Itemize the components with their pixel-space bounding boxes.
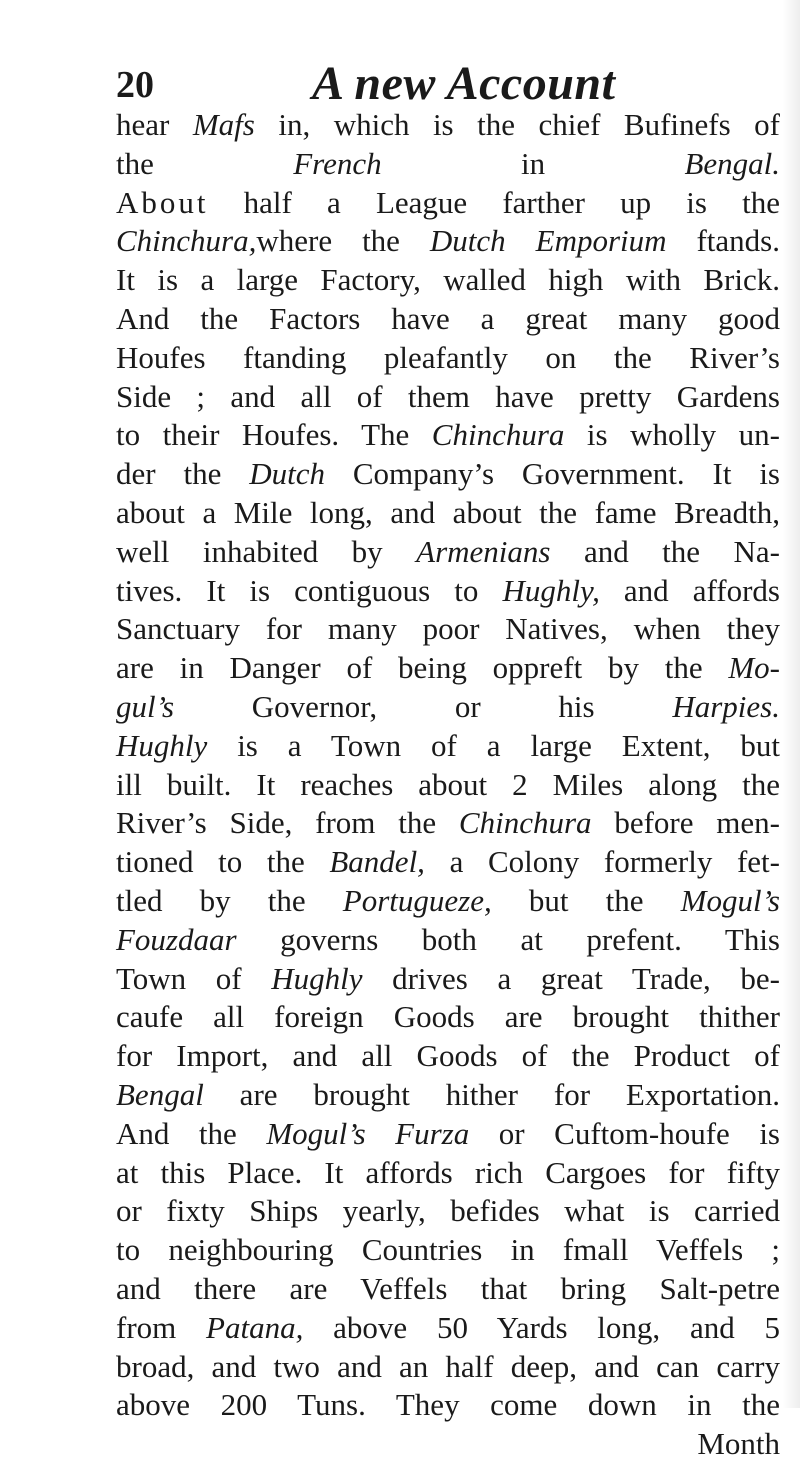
text-line: [116, 610, 780, 649]
text-line: [116, 1309, 780, 1348]
text-line: [116, 416, 780, 455]
page-number: 20: [116, 64, 154, 106]
text-line: [116, 184, 780, 223]
text-run: tives. It is contiguous to: [116, 572, 503, 608]
text-line: [116, 1348, 780, 1387]
italic-run: Patana,: [206, 1309, 304, 1345]
text-line: [116, 1076, 780, 1115]
text-run: drives a great Trade, be-: [362, 960, 780, 996]
body-text: [116, 106, 780, 1464]
text-run: and the Na-: [550, 533, 780, 569]
text-run: Month: [697, 1426, 780, 1462]
text-line: [116, 804, 780, 843]
italic-run: Mogul’s: [680, 882, 780, 918]
text-line: [116, 766, 780, 805]
italic-run: gul’s: [116, 688, 175, 724]
text-run: It is a large Factory, walled high with Brick.: [116, 262, 780, 298]
text-run: at this Place. It affords rich Cargoes for fifty: [116, 1154, 780, 1190]
text-run: About: [116, 184, 209, 220]
italic-run: Hughly: [271, 960, 363, 996]
text-run: ill built. It reaches about 2 Miles along the: [116, 766, 780, 802]
text-run: Houfes ftanding pleafantly on the River’s: [116, 339, 780, 375]
italic-run: Mogul’s Furza: [266, 1115, 470, 1151]
text-line: [116, 1386, 780, 1425]
page-edge-shadow: [782, 0, 800, 1408]
text-line: [116, 1192, 780, 1231]
text-line: [116, 727, 780, 766]
text-run: above 50 Yards long, and 5: [303, 1309, 780, 1345]
text-run: ftands.: [666, 223, 780, 259]
text-run: the: [116, 145, 294, 181]
text-run: well inhabited by: [116, 533, 417, 569]
text-run: but the: [491, 882, 681, 918]
text-run: are in Danger of being oppreft by the: [116, 650, 729, 686]
text-line: [116, 300, 780, 339]
text-line: [116, 533, 780, 572]
italic-run: Chinchura: [431, 417, 565, 453]
text-run: above 200 Tuns. They come down in the: [116, 1387, 780, 1423]
text-run: Sanctuary for many poor Natives, when they: [116, 611, 780, 647]
italic-run: Portugueze,: [342, 882, 492, 918]
text-run: a Colony formerly fet-: [424, 844, 780, 880]
text-run: And the: [116, 1115, 267, 1151]
text-line: [116, 1231, 780, 1270]
italic-run: Bengal: [116, 1076, 204, 1112]
italic-run: Mafs: [192, 107, 255, 142]
text-line: [116, 1425, 780, 1464]
italic-run: Mo-: [728, 650, 780, 686]
text-run: River’s Side, from the: [116, 805, 459, 841]
text-run: is a Town of a large Extent, but: [207, 727, 780, 763]
text-run: half a League farther up is the: [208, 184, 780, 220]
text-line: [116, 145, 780, 184]
italic-run: Chinchura,: [116, 223, 257, 259]
text-run: Company’s Government. It is: [324, 456, 780, 492]
text-run: And the Factors have a great many good: [116, 300, 780, 336]
text-line: [116, 222, 780, 261]
italic-run: Harpies.: [672, 688, 780, 724]
italic-run: Armenians: [416, 533, 551, 569]
text-line: [116, 261, 780, 300]
text-line: [116, 1037, 780, 1076]
italic-run: Fouzdaar: [116, 921, 237, 957]
text-run: tled by the: [116, 882, 343, 918]
text-run: in: [381, 145, 685, 181]
text-run: are brought hither for Exportation.: [203, 1076, 780, 1112]
italic-run: Bengal.: [684, 145, 780, 181]
text-line: [116, 1270, 780, 1309]
text-run: Town of: [116, 960, 272, 996]
text-line: [116, 688, 780, 727]
text-line: [116, 649, 780, 688]
text-run: Side ; and all of them have pretty Gardens: [116, 378, 780, 414]
text-run: to their Houfes. The: [116, 417, 432, 453]
text-line: [116, 378, 780, 417]
italic-run: Hughly,: [502, 572, 600, 608]
text-line: [116, 455, 780, 494]
text-run: Governor, or his: [174, 688, 673, 724]
text-run: in, which is the chief Bufinefs of: [254, 107, 780, 142]
italic-run: French: [293, 145, 382, 181]
text-run: to neighbouring Countries in fmall Veffels ;: [116, 1232, 780, 1268]
text-run: or Cuftom-houfe is: [469, 1115, 780, 1151]
text-line: [116, 1115, 780, 1154]
text-run: caufe all foreign Goods are brought thither: [116, 999, 780, 1035]
text-line: [116, 998, 780, 1037]
text-line: [116, 572, 780, 611]
text-run: where the: [256, 223, 430, 259]
text-run: from: [116, 1309, 207, 1345]
text-line: [116, 339, 780, 378]
text-line: [116, 921, 780, 960]
italic-run: Bandel,: [329, 844, 425, 880]
italic-run: Hughly: [116, 727, 208, 763]
text-line: [116, 843, 780, 882]
text-run: for Import, and all Goods of the Product of: [116, 1038, 780, 1074]
text-line: [116, 960, 780, 999]
text-run: about a Mile long, and about the fame Breadth,: [116, 494, 780, 530]
text-run: tioned to the: [116, 844, 330, 880]
text-line: [116, 494, 780, 533]
text-line: [116, 106, 780, 145]
text-line: [116, 1154, 780, 1193]
italic-run: Dutch Emporium: [429, 223, 667, 259]
text-line: [116, 882, 780, 921]
text-run: or fixty Ships yearly, befides what is carried: [116, 1193, 780, 1229]
text-run: before men-: [591, 805, 780, 841]
text-run: der the: [116, 456, 250, 492]
text-run: hear: [116, 107, 193, 142]
running-title: A new Account: [312, 57, 616, 110]
text-run: broad, and two and an half deep, and can carry: [116, 1348, 780, 1384]
text-run: is wholly un-: [564, 417, 780, 453]
text-run: and affords: [599, 572, 780, 608]
text-run: and there are Veffels that bring Salt-petre: [116, 1270, 780, 1306]
italic-run: Chinchura: [458, 805, 592, 841]
italic-run: Dutch: [249, 456, 325, 492]
text-run: governs both at prefent. This: [236, 921, 780, 957]
